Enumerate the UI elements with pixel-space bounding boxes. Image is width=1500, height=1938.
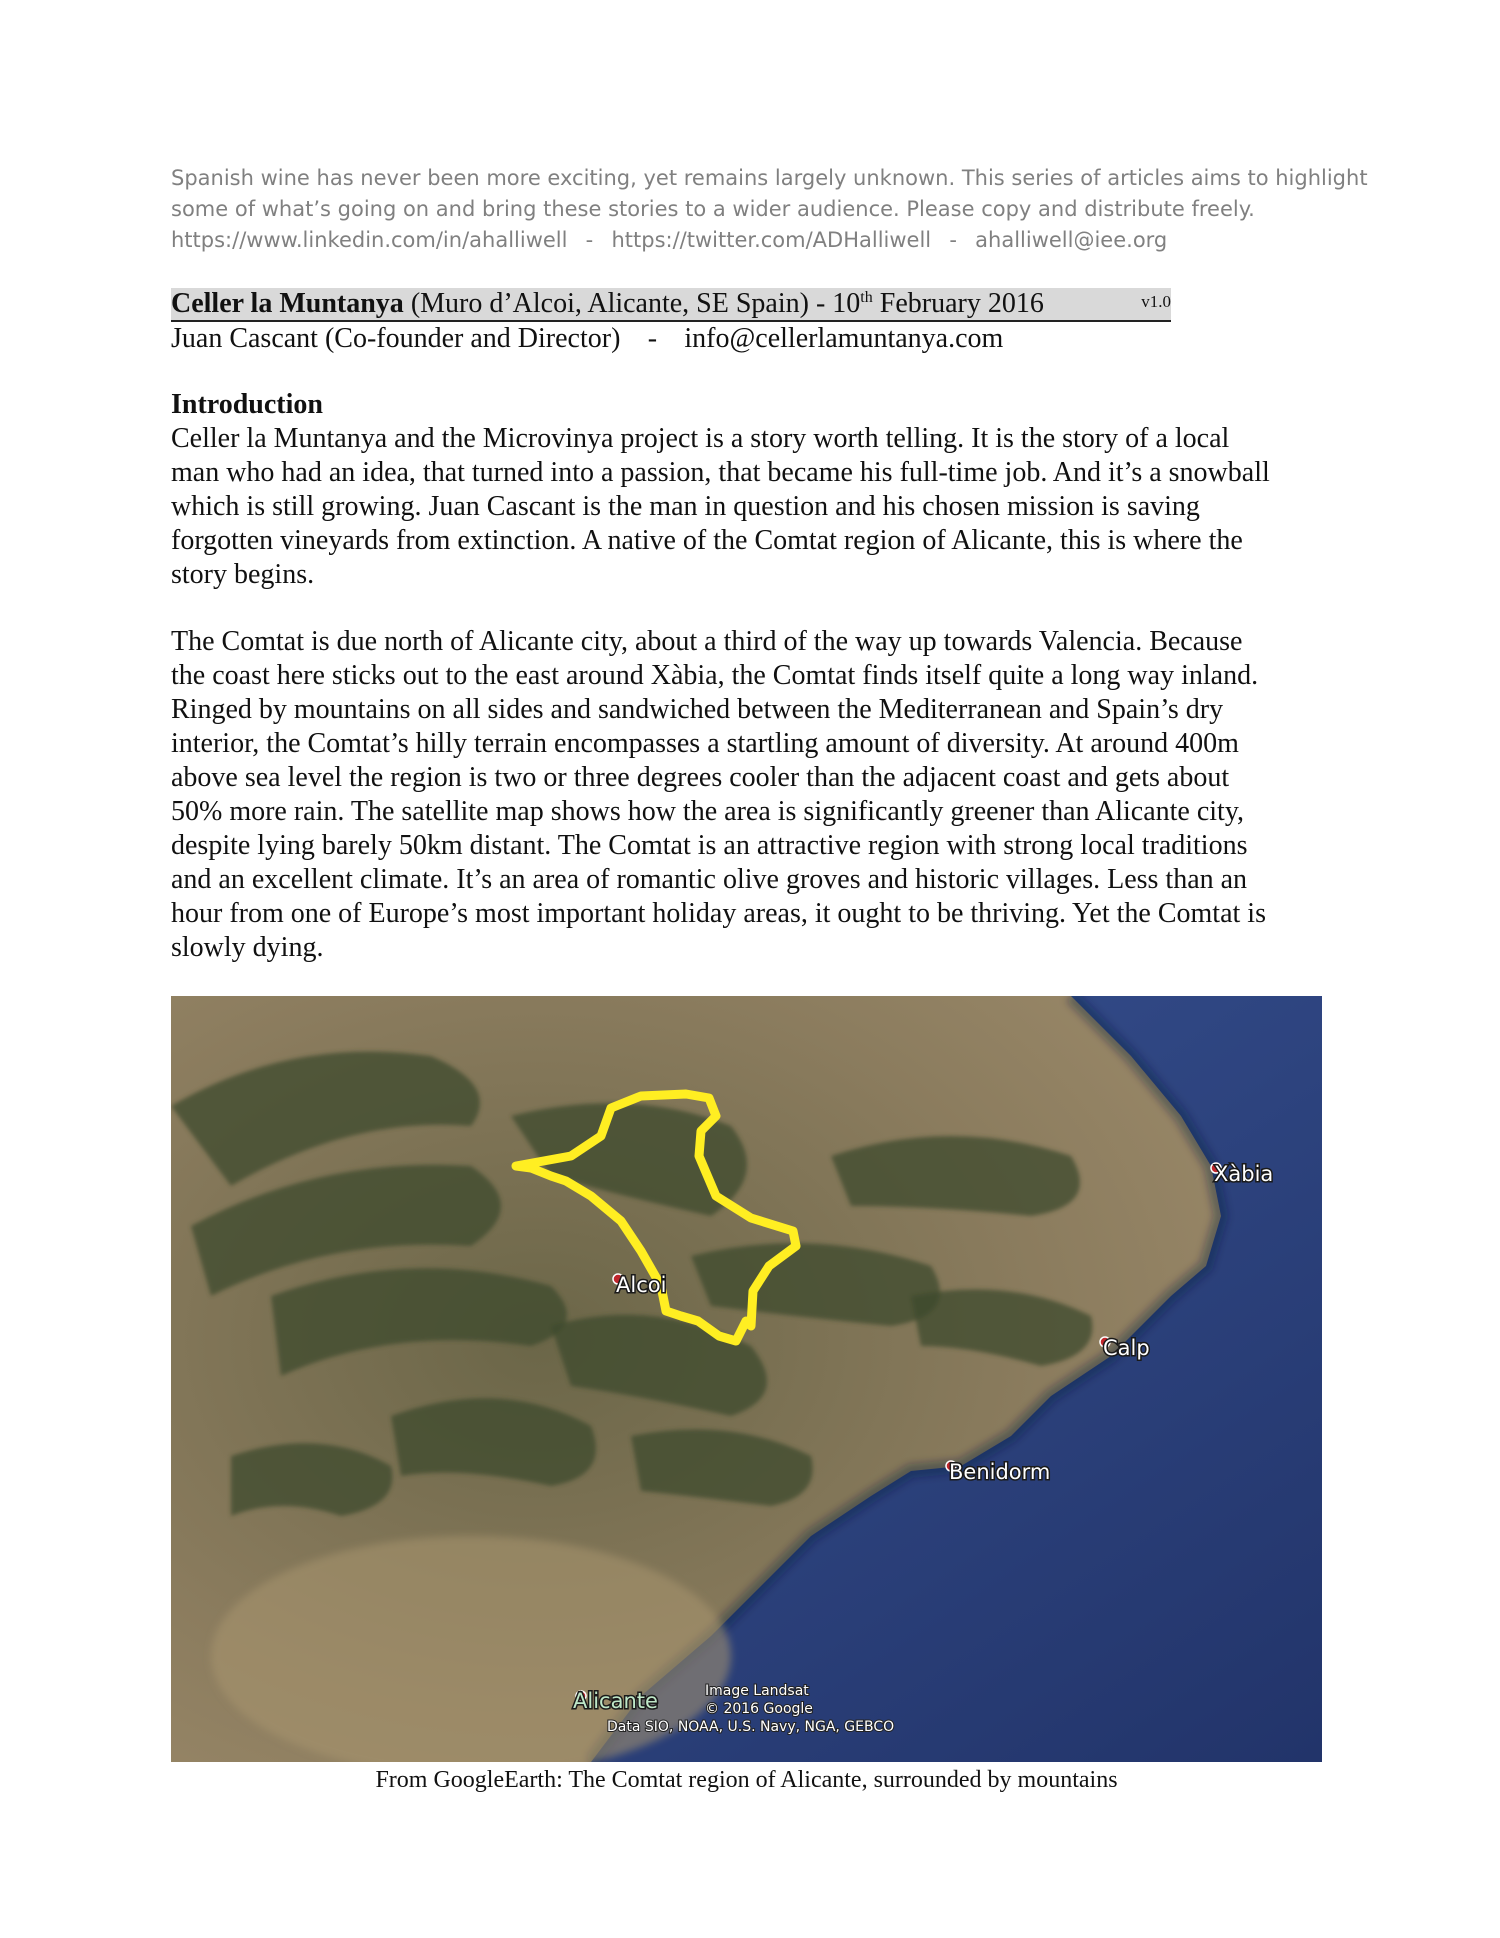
version-label: v1.0 — [1141, 292, 1171, 311]
winery-name: Celler la Muntanya — [171, 288, 404, 319]
title-date: February 2016 — [872, 288, 1044, 319]
series-note-line-1: Spanish wine has never been more exciting, yet remains largely unknown. This series of articles aims to highlight — [171, 166, 1368, 190]
map-label-benidorm: Benidorm — [949, 1460, 1051, 1484]
map-attribution-2: © 2016 Google — [705, 1701, 813, 1717]
series-note-line-2: some of what’s going on and bring these stories to a wider audience. Please copy and distribute freely. — [171, 197, 1255, 221]
map-label-alicante: Alicante — [573, 1689, 658, 1713]
email-link[interactable]: ahalliwell@iee.org — [975, 228, 1168, 252]
series-note — [171, 163, 1368, 256]
map-label-alcoi: Alcoi — [616, 1273, 667, 1297]
paragraph-line: story begins. — [171, 559, 315, 590]
contact-links — [171, 225, 1351, 256]
map-label-xabia: Xàbia — [1214, 1162, 1274, 1186]
article-title — [171, 288, 1171, 322]
twitter-link[interactable]: https://twitter.com/ADHalliwell — [611, 228, 932, 252]
paragraph-line: hour from one of Europe’s most important holiday areas, it ought to be thriving. Yet the Comtat is — [171, 898, 1266, 929]
paragraph-line: forgotten vineyards from extinction. A native of the Comtat region of Alicante, this is where the — [171, 525, 1243, 556]
paragraph-line: Celler la Muntanya and the Microvinya project is a story worth telling. It is the story of a local — [171, 423, 1230, 454]
paragraph-line: interior, the Comtat’s hilly terrain encompasses a startling amount of diversity. At around 400m — [171, 728, 1239, 759]
paragraph-line: the coast here sticks out to the east around Xàbia, the Comtat finds itself quite a long way inland. — [171, 660, 1259, 691]
paragraph-1 — [171, 422, 1361, 592]
author-line — [171, 322, 1371, 356]
paragraph-2 — [171, 625, 1361, 965]
title-location: (Muro d’Alcoi, Alicante, SE Spain) - 10 — [403, 288, 861, 319]
map-label-calp: Calp — [1103, 1336, 1150, 1360]
paragraph-line: The Comtat is due north of Alicante city, about a third of the way up towards Valencia. Because — [171, 626, 1243, 657]
paragraph-line: man who had an idea, that turned into a passion, that became his full-time job. And it’s a snowball — [171, 457, 1270, 488]
paragraph-line: which is still growing. Juan Cascant is the man in question and his chosen mission is saving — [171, 491, 1200, 522]
author-email[interactable]: info@cellerlamuntanya.com — [684, 323, 1004, 354]
date-ordinal: th — [860, 289, 873, 306]
paragraph-line: despite lying barely 50km distant. The Comtat is an attractive region with strong local traditions — [171, 830, 1248, 861]
paragraph-line: slowly dying. — [171, 932, 324, 963]
paragraph-line: 50% more rain. The satellite map shows how the area is significantly greener than Alicante city, — [171, 796, 1244, 827]
figure-caption: From GoogleEarth: The Comtat region of Alicante, surrounded by mountains — [375, 1767, 1118, 1793]
link-separator: - — [585, 228, 594, 252]
paragraph-line: Ringed by mountains on all sides and sandwiched between the Mediterranean and Spain’s dry — [171, 694, 1224, 725]
section-heading: Introduction — [171, 389, 323, 420]
linkedin-link[interactable]: https://www.linkedin.com/in/ahalliwell — [171, 228, 568, 252]
author-name: Juan Cascant (Co-founder and Director) — [171, 323, 621, 354]
map-attribution-3: Data SIO, NOAA, U.S. Navy, NGA, GEBCO — [607, 1719, 895, 1735]
paragraph-line: and an excellent climate. It’s an area of romantic olive groves and historic villages. Less than an — [171, 864, 1248, 895]
author-separator: - — [647, 323, 658, 354]
paragraph-line: above sea level the region is two or three degrees cooler than the adjacent coast and gets about — [171, 762, 1230, 793]
satellite-map — [171, 996, 1322, 1762]
link-separator: - — [949, 228, 957, 252]
map-attribution-1: Image Landsat — [705, 1683, 809, 1699]
